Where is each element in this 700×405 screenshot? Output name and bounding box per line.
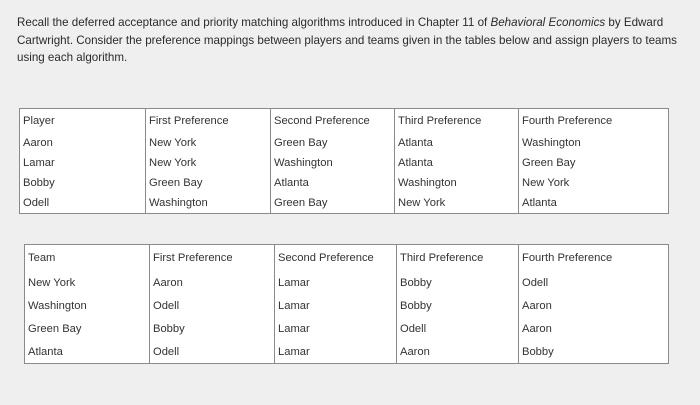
player-preferences-table bbox=[19, 108, 669, 214]
header-cell: Player bbox=[20, 109, 146, 134]
table-cell: Lamar bbox=[275, 317, 397, 340]
table-cell: Odell bbox=[150, 294, 275, 317]
table-row bbox=[20, 173, 669, 193]
table-header-row bbox=[20, 109, 669, 134]
table-row bbox=[20, 153, 669, 173]
table-row bbox=[25, 317, 669, 340]
table-cell: Green Bay bbox=[271, 193, 395, 214]
header-cell: Third Preference bbox=[397, 245, 519, 272]
table-cell: Washington bbox=[146, 193, 271, 214]
header-cell: First Preference bbox=[146, 109, 271, 134]
table-row bbox=[20, 193, 669, 214]
table-cell: Odell bbox=[150, 340, 275, 364]
book-title: Behavioral Economics bbox=[490, 16, 606, 29]
table-cell: Atlanta bbox=[395, 153, 519, 173]
header-cell: Third Preference bbox=[395, 109, 519, 134]
table-cell: New York bbox=[519, 173, 669, 193]
table-cell: Washington bbox=[519, 133, 669, 153]
table-cell: Atlanta bbox=[271, 173, 395, 193]
header-cell: Second Preference bbox=[271, 109, 395, 134]
table-cell: New York bbox=[146, 133, 271, 153]
table-row bbox=[25, 340, 669, 364]
intro-text-end: by Edward Cartwright. Consider the preference mappings between players and teams given in the tables below and assign players to teams using each algorithm. bbox=[17, 16, 677, 64]
table-cell: Bobby bbox=[519, 340, 669, 364]
table-cell: Atlanta bbox=[519, 193, 669, 214]
player-name: Odell bbox=[20, 193, 146, 214]
header-cell: Fourth Preference bbox=[519, 245, 669, 272]
table-cell: Odell bbox=[397, 317, 519, 340]
table-cell: Aaron bbox=[397, 340, 519, 364]
header-cell: Second Preference bbox=[275, 245, 397, 272]
table-cell: Washington bbox=[271, 153, 395, 173]
team-name: New York bbox=[25, 271, 150, 294]
player-name: Aaron bbox=[20, 133, 146, 153]
table-cell: New York bbox=[146, 153, 271, 173]
table-cell: Lamar bbox=[275, 294, 397, 317]
table-cell: Washington bbox=[395, 173, 519, 193]
player-name: Bobby bbox=[20, 173, 146, 193]
team-preferences-table bbox=[24, 244, 669, 364]
table-row bbox=[25, 294, 669, 317]
table-cell: Lamar bbox=[275, 271, 397, 294]
header-cell: Team bbox=[25, 245, 150, 272]
table-cell: Bobby bbox=[150, 317, 275, 340]
header-cell: Fourth Preference bbox=[519, 109, 669, 134]
problem-statement bbox=[17, 14, 677, 67]
team-name: Washington bbox=[25, 294, 150, 317]
team-name: Atlanta bbox=[25, 340, 150, 364]
table-cell: New York bbox=[395, 193, 519, 214]
table-cell: Aaron bbox=[519, 294, 669, 317]
table-row bbox=[25, 271, 669, 294]
table-cell: Green Bay bbox=[271, 133, 395, 153]
table-cell: Green Bay bbox=[519, 153, 669, 173]
table-cell: Bobby bbox=[397, 271, 519, 294]
table-cell: Aaron bbox=[150, 271, 275, 294]
player-name: Lamar bbox=[20, 153, 146, 173]
table-cell: Green Bay bbox=[146, 173, 271, 193]
team-name: Green Bay bbox=[25, 317, 150, 340]
table-row bbox=[20, 133, 669, 153]
intro-text-start: Recall the deferred acceptance and priority matching algorithms introduced in Chapter 11 of bbox=[17, 16, 491, 29]
table-cell: Aaron bbox=[519, 317, 669, 340]
table-cell: Atlanta bbox=[395, 133, 519, 153]
header-cell: First Preference bbox=[150, 245, 275, 272]
table-cell: Bobby bbox=[397, 294, 519, 317]
table-header-row bbox=[25, 245, 669, 272]
table-cell: Odell bbox=[519, 271, 669, 294]
table-cell: Lamar bbox=[275, 340, 397, 364]
